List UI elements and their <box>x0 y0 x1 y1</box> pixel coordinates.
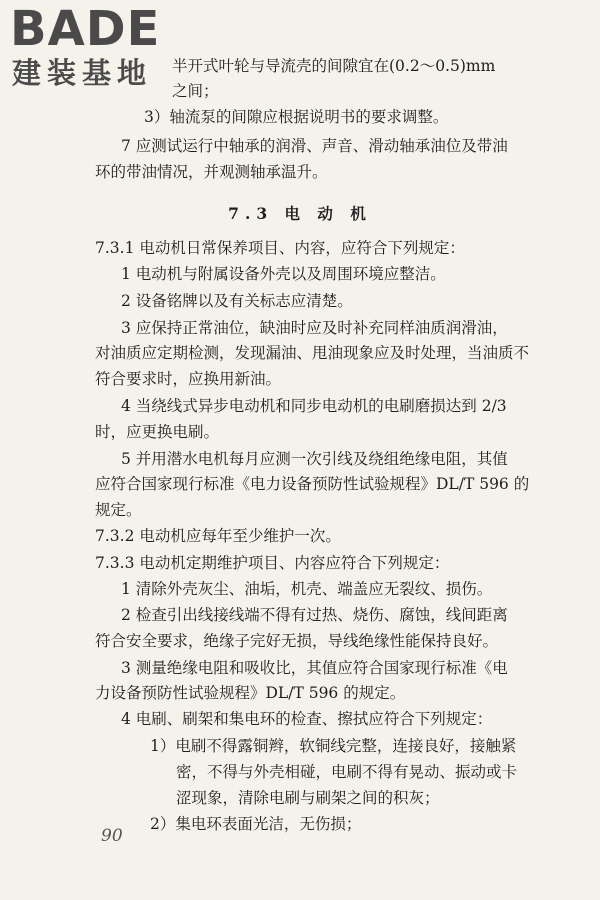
text-line: 符合安全要求，绝缘子完好无损，导线绝缘性能保持良好。 <box>95 632 499 650</box>
text-line: 1 电动机与附属设备外壳以及周围环境应整洁。 <box>121 265 446 283</box>
text-line: 5 并用潜水电机每月应测一次引线及绕组绝缘电阻，其值 <box>121 450 508 468</box>
text-line: 2）集电环表面光洁，无伤损； <box>150 815 362 833</box>
logo-brand: BADE <box>10 1 161 57</box>
text-line: 半开式叶轮与导流壳的间隙宜在(0.2～0.5)mm <box>172 57 496 75</box>
text-line: 规定。 <box>95 501 142 519</box>
logo-subtitle: 建装基地 <box>12 56 153 90</box>
text-line: 涩现象，清除电刷与刷架之间的积灰； <box>176 789 440 807</box>
text-line: 时，应更换电刷。 <box>95 423 220 441</box>
text-line: 环的带油情况，并观测轴承温升。 <box>95 163 328 181</box>
section-heading: 7.3 电 动 机 <box>228 204 372 223</box>
clause-7-3-2: 7.3.2 电动机应每年至少维护一次。 <box>95 527 341 545</box>
text-line: 2 设备铭牌以及有关标志应清楚。 <box>121 292 353 310</box>
text-line: 应符合国家现行标准《电力设备预防性试验规程》DL/T 596 的 <box>95 475 530 493</box>
clause-7-3-3: 7.3.3 电动机定期维护项目、内容应符合下列规定： <box>95 554 450 572</box>
clause-7-3-1: 7.3.1 电动机日常保养项目、内容，应符合下列规定： <box>95 239 465 257</box>
text-line: 1 清除外壳灰尘、油垢，机壳、端盖应无裂纹、损伤。 <box>121 580 493 598</box>
text-line: 之间； <box>172 82 219 100</box>
text-line: 3 测量绝缘电阻和吸收比，其值应符合国家现行标准《电 <box>121 659 508 677</box>
text-line: 2 检查引出线接线端不得有过热、烧伤、腐蚀，线间距离 <box>121 606 508 624</box>
text-line: 4 当绕线式异步电动机和同步电动机的电刷磨损达到 2/3 <box>121 397 507 415</box>
text-line: 3）轴流泵的间隙应根据说明书的要求调整。 <box>144 108 449 126</box>
page-number: 90 <box>101 826 123 846</box>
text-line: 符合要求时，应换用新油。 <box>95 370 282 388</box>
text-line: 7 应测试运行中轴承的润滑、声音、滑动轴承油位及带油 <box>121 137 508 155</box>
bade-logo <box>10 1 175 94</box>
text-line: 1）电刷不得露铜辫，软铜线完整，连接良好，接触紧 <box>150 737 517 755</box>
text-line: 力设备预防性试验规程》DL/T 596 的规定。 <box>95 684 406 702</box>
text-line: 4 电刷、刷架和集电环的检查、擦拭应符合下列规定： <box>121 710 493 728</box>
text-line: 对油质应定期检测，发现漏油、甩油现象应及时处理，当油质不 <box>95 344 530 362</box>
text-line: 3 应保持正常油位，缺油时应及时补充同样油质润滑油， <box>121 319 508 337</box>
text-line: 密，不得与外壳相碰，电刷不得有晃动、振动或卡 <box>176 763 518 781</box>
